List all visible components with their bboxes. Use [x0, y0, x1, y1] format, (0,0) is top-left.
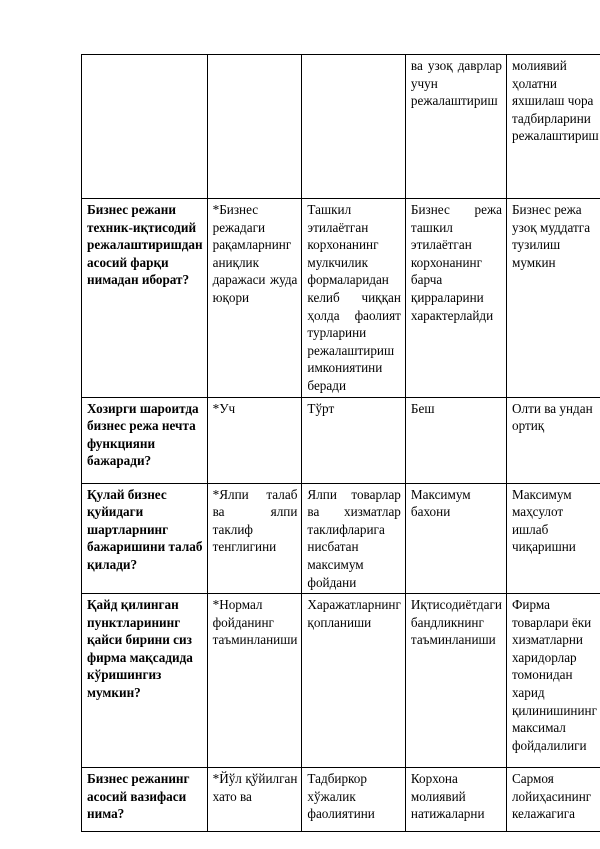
table-row — [82, 483, 600, 594]
table-row — [82, 768, 600, 832]
table-row — [82, 594, 600, 768]
answer-cell: *Йўл қўйилган хато ва — [207, 768, 302, 832]
option-cell: ва узоқ даврлар учун режалаштириш — [405, 55, 506, 199]
option-cell: Иқтисодиётдаги бандликнинг таъминланиши — [405, 594, 506, 768]
option-cell: Бизнес режа узоқ муддатга тузилиш мумкин — [506, 199, 600, 398]
option-cell: молиявий ҳолатни яхшилаш чора тадбирларини режалаштириш — [506, 55, 600, 199]
answer-cell: *Ялпи талаб ва ялпи таклиф тенглигини — [207, 483, 302, 594]
table-row — [82, 55, 600, 199]
option-cell: Максимум бахони — [405, 483, 506, 594]
option-cell — [302, 55, 406, 199]
table-row — [82, 199, 600, 398]
answer-cell: *Нормал фойданинг таъминланиши — [207, 594, 302, 768]
option-cell: Беш — [405, 397, 506, 483]
question-cell: Қулай бизнес қуйидаги шартларнинг бажаришини талаб қилади? — [82, 483, 208, 594]
question-cell: Бизнес режанинг асосий вазифаси нима? — [82, 768, 208, 832]
option-cell: Максимум маҳсулот ишлаб чиқаришни — [506, 483, 600, 594]
answer-cell — [207, 55, 302, 199]
option-cell: Харажатларнинг қопланиши — [302, 594, 406, 768]
option-cell: Олти ва ундан ортиқ — [506, 397, 600, 483]
option-cell: Сармоя лойиҳасининг келажагига — [506, 768, 600, 832]
option-cell: Фирма товарлари ёки хизматларни харидорлар томонидан харид қилинишининг максимал фойдалилиги — [506, 594, 600, 768]
option-cell: Ташкил этилаётган корхонанинг мулкчилик формаларидан келиб чиққан ҳолда фаолият турларини режалаштириш имкониятини беради — [302, 199, 406, 398]
table-row — [82, 397, 600, 483]
option-cell: Тўрт — [302, 397, 406, 483]
option-cell: Тадбиркор хўжалик фаолиятини — [302, 768, 406, 832]
question-cell: Қайд қилинган пунктларининг қайси бирини сиз фирма мақсадида кўришингиз мумкин? — [82, 594, 208, 768]
question-cell: Бизнес режани техник-иқтисодий режалаштиришдан асосий фарқи нимадан иборат? — [82, 199, 208, 398]
question-cell — [82, 55, 208, 199]
answer-cell: *Бизнес режадаги рақамларнинг аниқлик даражаси жуда юқори — [207, 199, 302, 398]
option-cell: Корхона молиявий натижаларни — [405, 768, 506, 832]
question-cell: Хозирги шароитда бизнес режа нечта функцияни бажаради? — [82, 397, 208, 483]
questions-table — [81, 54, 600, 832]
option-cell: Ялпи товарлар ва хизматлар таклифларига нисбатан максимум фойдани — [302, 483, 406, 594]
option-cell: Бизнес режа ташкил этилаётган корхонанинг барча қирраларини характерлайди — [405, 199, 506, 398]
answer-cell: *Уч — [207, 397, 302, 483]
